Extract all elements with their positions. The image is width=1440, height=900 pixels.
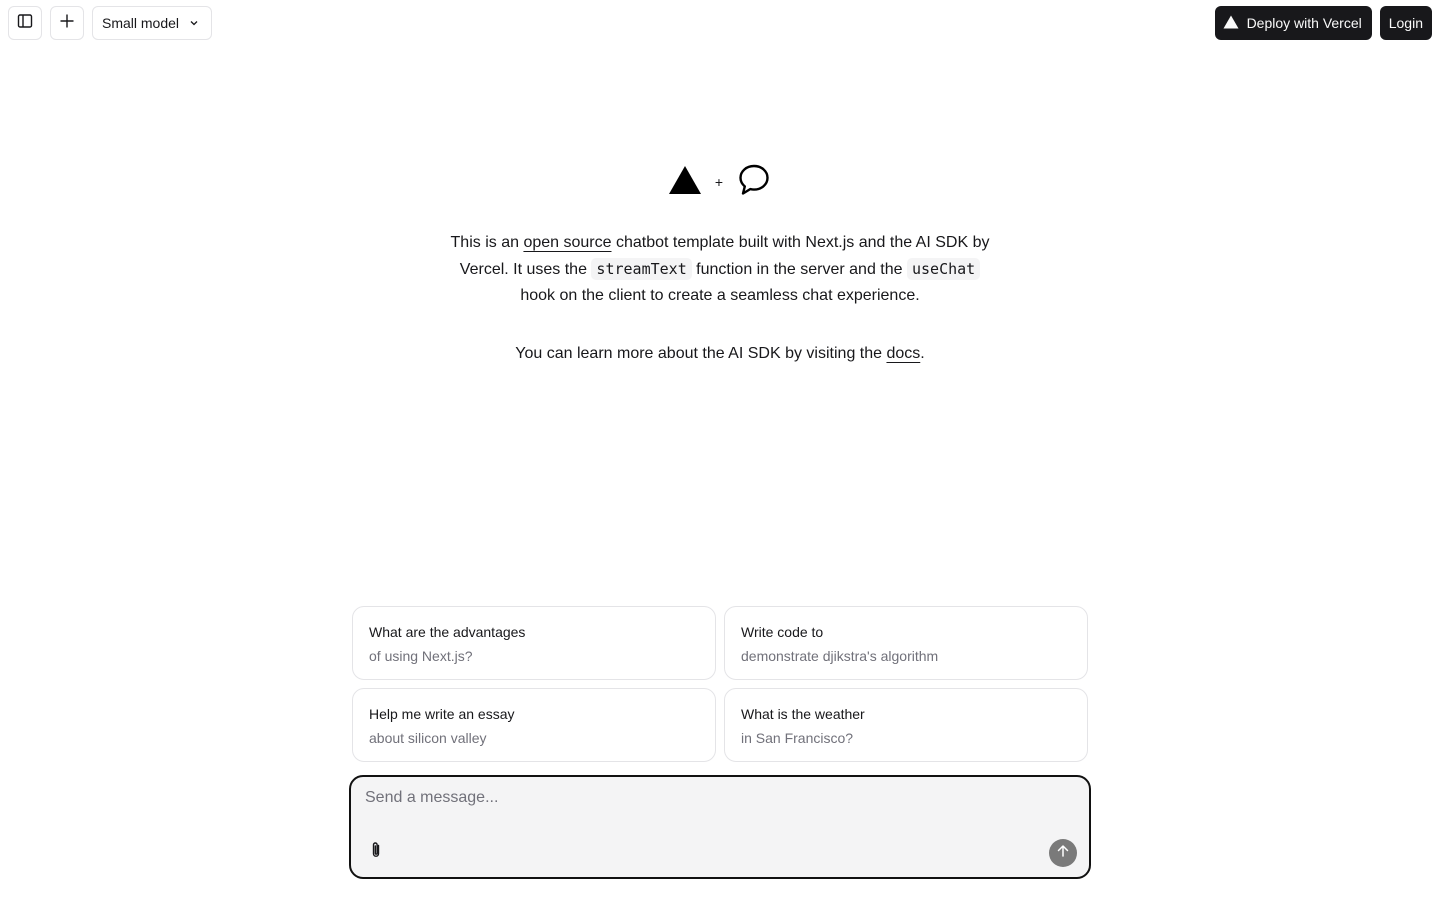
- arrow-up-icon: [1055, 843, 1071, 864]
- docs-text-part: .: [920, 345, 925, 362]
- vercel-triangle-icon: [1223, 15, 1239, 32]
- intro-text-part: hook on the client to create a seamless chat experience.: [520, 287, 920, 304]
- suggestion-subtitle: about silicon valley: [369, 730, 487, 746]
- intro-text-part: function in the server and the: [691, 261, 907, 278]
- suggestion-title: Help me write an essay: [369, 706, 515, 722]
- login-button-label: Login: [1388, 15, 1423, 31]
- suggestion-card[interactable]: [724, 688, 1088, 762]
- new-chat-button[interactable]: [50, 6, 84, 40]
- suggestion-card[interactable]: [352, 606, 716, 680]
- plus-icon: [59, 13, 75, 34]
- code-streamtext: streamText: [591, 258, 691, 280]
- suggestion-subtitle: in San Francisco?: [741, 730, 854, 746]
- logo-row: [669, 164, 771, 200]
- suggestion-title: What is the weather: [741, 706, 865, 722]
- intro-text: [450, 230, 990, 309]
- chevron-down-icon: [189, 15, 199, 31]
- deploy-button-label: Deploy with Vercel: [1246, 15, 1362, 31]
- suggested-actions: [352, 606, 1088, 762]
- top-bar-right: [1215, 6, 1432, 40]
- sidebar-icon: [17, 13, 33, 34]
- model-selector[interactable]: [92, 6, 212, 40]
- login-button[interactable]: [1380, 6, 1432, 40]
- suggestion-subtitle: demonstrate djikstra's algorithm: [741, 648, 939, 664]
- open-source-link[interactable]: open source: [523, 234, 612, 251]
- code-usechat: useChat: [907, 258, 980, 280]
- intro-text-part: This is an: [450, 234, 524, 251]
- model-selector-value: Small model: [102, 15, 180, 31]
- attach-button[interactable]: [365, 841, 387, 863]
- intro-text-part: chatbot template built with Next.js and the AI SDK by Vercel. It uses the: [459, 234, 990, 278]
- docs-text-part: You can learn more about the AI SDK by visiting the: [515, 345, 887, 362]
- top-bar-left: [8, 6, 212, 40]
- suggestion-title: What are the advantages: [369, 624, 526, 640]
- message-composer: [349, 775, 1091, 879]
- message-input[interactable]: [365, 789, 1065, 819]
- suggestion-title: Write code to: [741, 624, 824, 640]
- welcome-overview: [0, 164, 1440, 367]
- paperclip-icon: [370, 841, 382, 864]
- send-button[interactable]: [1049, 839, 1077, 867]
- suggestion-subtitle: of using Next.js?: [369, 648, 473, 664]
- docs-text: [515, 341, 924, 367]
- plus-sign: +: [714, 174, 724, 190]
- sidebar-toggle-button[interactable]: [8, 6, 42, 40]
- suggestion-card[interactable]: [352, 688, 716, 762]
- suggestion-card[interactable]: [724, 606, 1088, 680]
- deploy-with-vercel-button[interactable]: [1215, 6, 1372, 40]
- docs-link[interactable]: docs: [886, 345, 921, 362]
- chat-bubble-icon: [737, 163, 771, 202]
- top-bar: [8, 6, 1432, 40]
- vercel-triangle-icon: [669, 166, 701, 199]
